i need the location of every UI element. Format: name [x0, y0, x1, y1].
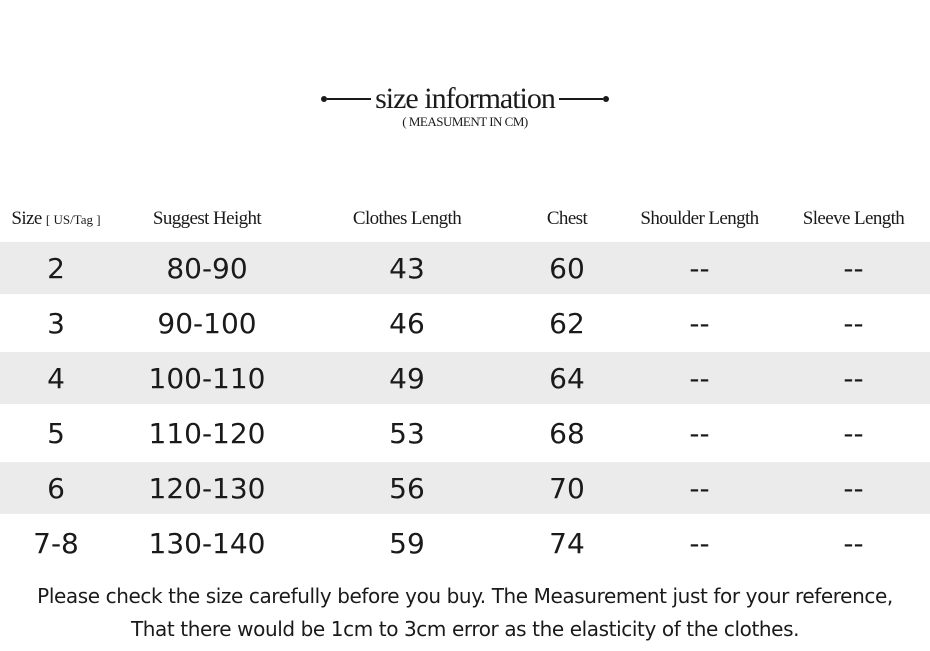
- cell-shoulder: --: [689, 526, 710, 560]
- cell-size: 6: [0, 461, 112, 516]
- cell-length: 43: [302, 242, 512, 296]
- column-header-sleeve: Sleeve Length: [802, 208, 905, 229]
- cell-length: 46: [389, 306, 425, 340]
- cell-length: 59: [389, 526, 425, 560]
- cell-sleeve: --: [777, 351, 930, 406]
- cell-height: 130-140: [148, 526, 266, 560]
- cell-shoulder: --: [689, 306, 710, 340]
- table-row: [0, 296, 930, 351]
- cell-size: 3: [47, 306, 65, 340]
- page-subtitle: ( MEASUMENT IN CM): [402, 114, 528, 129]
- table-row: [0, 242, 930, 296]
- cell-chest: 68: [549, 416, 585, 450]
- cell-sleeve: --: [777, 242, 930, 296]
- column-header-size-label: Size: [11, 208, 42, 229]
- column-header-shoulder: Shoulder Length: [640, 208, 759, 229]
- cell-length: 53: [389, 416, 425, 450]
- page-title: size information: [375, 82, 555, 115]
- cell-shoulder: --: [689, 416, 710, 450]
- disclaimer-line-1: Please check the size carefully before you buy. The Measurement just for your reference,: [37, 584, 893, 608]
- column-header-length: Clothes Length: [352, 208, 462, 229]
- right-dot: [603, 96, 609, 102]
- right-decoration: [559, 96, 609, 102]
- title-row: [0, 84, 930, 114]
- cell-height: 110-120: [148, 416, 266, 450]
- cell-sleeve: --: [843, 306, 864, 340]
- cell-size: 2: [0, 242, 112, 296]
- cell-shoulder: --: [622, 351, 777, 406]
- cell-chest: 60: [512, 242, 622, 296]
- table-header-row: [0, 196, 930, 242]
- table-row: [0, 351, 930, 406]
- cell-shoulder: --: [622, 461, 777, 516]
- cell-chest: 70: [512, 461, 622, 516]
- column-header-size-unit: [ US/Tag ]: [45, 212, 101, 227]
- title-block: [0, 84, 930, 130]
- cell-height: 80-90: [112, 242, 302, 296]
- column-header-size: [0, 196, 112, 242]
- cell-sleeve: --: [843, 416, 864, 450]
- cell-length: 56: [302, 461, 512, 516]
- cell-height: 100-110: [112, 351, 302, 406]
- table-row: [0, 406, 930, 461]
- left-rule: [327, 98, 371, 100]
- cell-chest: 62: [549, 306, 585, 340]
- column-header-chest: Chest: [546, 208, 588, 229]
- disclaimer-line-2: That there would be 1cm to 3cm error as the elasticity of the clothes.: [130, 617, 800, 641]
- cell-size: 7-8: [33, 526, 79, 560]
- cell-height: 90-100: [157, 306, 257, 340]
- cell-height: 120-130: [112, 461, 302, 516]
- table-row: [0, 516, 930, 571]
- cell-sleeve: --: [777, 461, 930, 516]
- cell-shoulder: --: [622, 242, 777, 296]
- column-header-height: Suggest Height: [152, 208, 262, 229]
- left-decoration: [321, 96, 371, 102]
- cell-size: 5: [47, 416, 65, 450]
- table-row: [0, 461, 930, 516]
- size-table: [0, 196, 930, 572]
- right-rule: [559, 98, 603, 100]
- disclaimer-note: [0, 580, 930, 646]
- cell-length: 49: [302, 351, 512, 406]
- cell-chest: 74: [549, 526, 585, 560]
- cell-size: 4: [0, 351, 112, 406]
- cell-chest: 64: [512, 351, 622, 406]
- cell-sleeve: --: [843, 526, 864, 560]
